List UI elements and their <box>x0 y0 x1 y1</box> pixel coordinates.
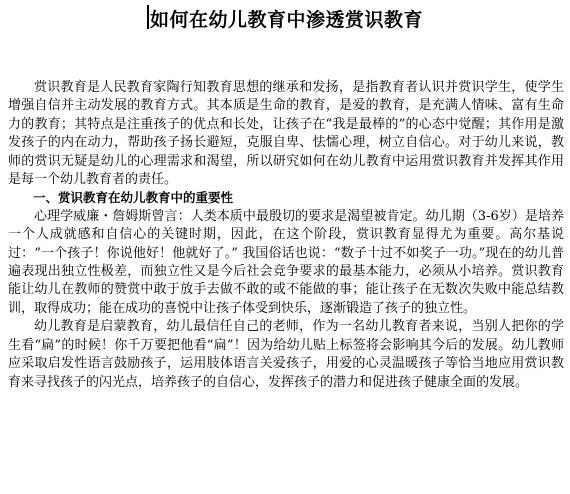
paragraph-enlightenment[interactable]: 幼儿教育是启蒙教育，幼儿最信任自己的老师，作为一名幼儿教育者来说，当别人把你的学生看“扁”的时候！你千万要把他看“扁”！因为给幼儿贴上标签将会影响其今后的发展。幼儿教师应采取启发性语言鼓励孩子，运用肢体语言关爱孩子，用爱的心灵温暖孩子等恰当地应用赏识教育来寻找孩子的闪光点，培养孩子的自信心，发挥孩子的潜力和促进孩子健康全面的发展。 <box>8 319 564 390</box>
document-body[interactable] <box>8 79 564 392</box>
title-line <box>0 5 570 32</box>
paragraph-intro[interactable]: 赏识教育是人民教育家陶行知教育思想的继承和发扬，是指教育者认识并赏识学生，使学生增强自信并主动发展的教育方式。其本质是生命的教育，是爱的教育，是充满人情味、富有生命力的教育；其特点是注重孩子的优点和长处，让孩子在“我是最棒的”的心态中觉醒；其作用是激发孩子的内在动力，帮助孩子扬长避短，克服自卑、怯懦心理，树立自信心。对于幼儿来说，教师的赏识无疑是幼儿的心理需求和渴望，所以研究如何在幼儿教育中运用赏识教育并发挥其作用是每一个幼儿教育者的责任。 <box>8 80 564 188</box>
section-heading[interactable]: 一、赏识教育在幼儿教育中的重要性 <box>33 190 234 206</box>
text-cursor <box>147 5 149 29</box>
document-title[interactable]: 如何在幼儿教育中渗透赏识教育 <box>149 9 423 31</box>
paragraph-importance[interactable]: 心理学威廉・詹姆斯曾言：人类本质中最殷切的要求是渴望被肯定。幼儿期（3-6岁）是培养一个人成就感和自信心的关键时期，因此，在这个阶段，赏识教育显得尤为重要。高尔基说过：“一个孩子！你说他好！他就好了。” 我国俗话也说：“数子十过不如奖子一功。”现在的幼儿普遍表现出独立性极差，而独立性又是今后社会竞争要求的最基本能力，必须从小培养。赏识教育能让幼儿在教师的赞赏中敢于放手去做不敢的或不能做的事；能让孩子在无数次失败中能总结教训，取得成功；能在成功的喜悦中让孩子体受到快乐，逐渐锻造了孩子的独立性。 <box>8 208 564 316</box>
